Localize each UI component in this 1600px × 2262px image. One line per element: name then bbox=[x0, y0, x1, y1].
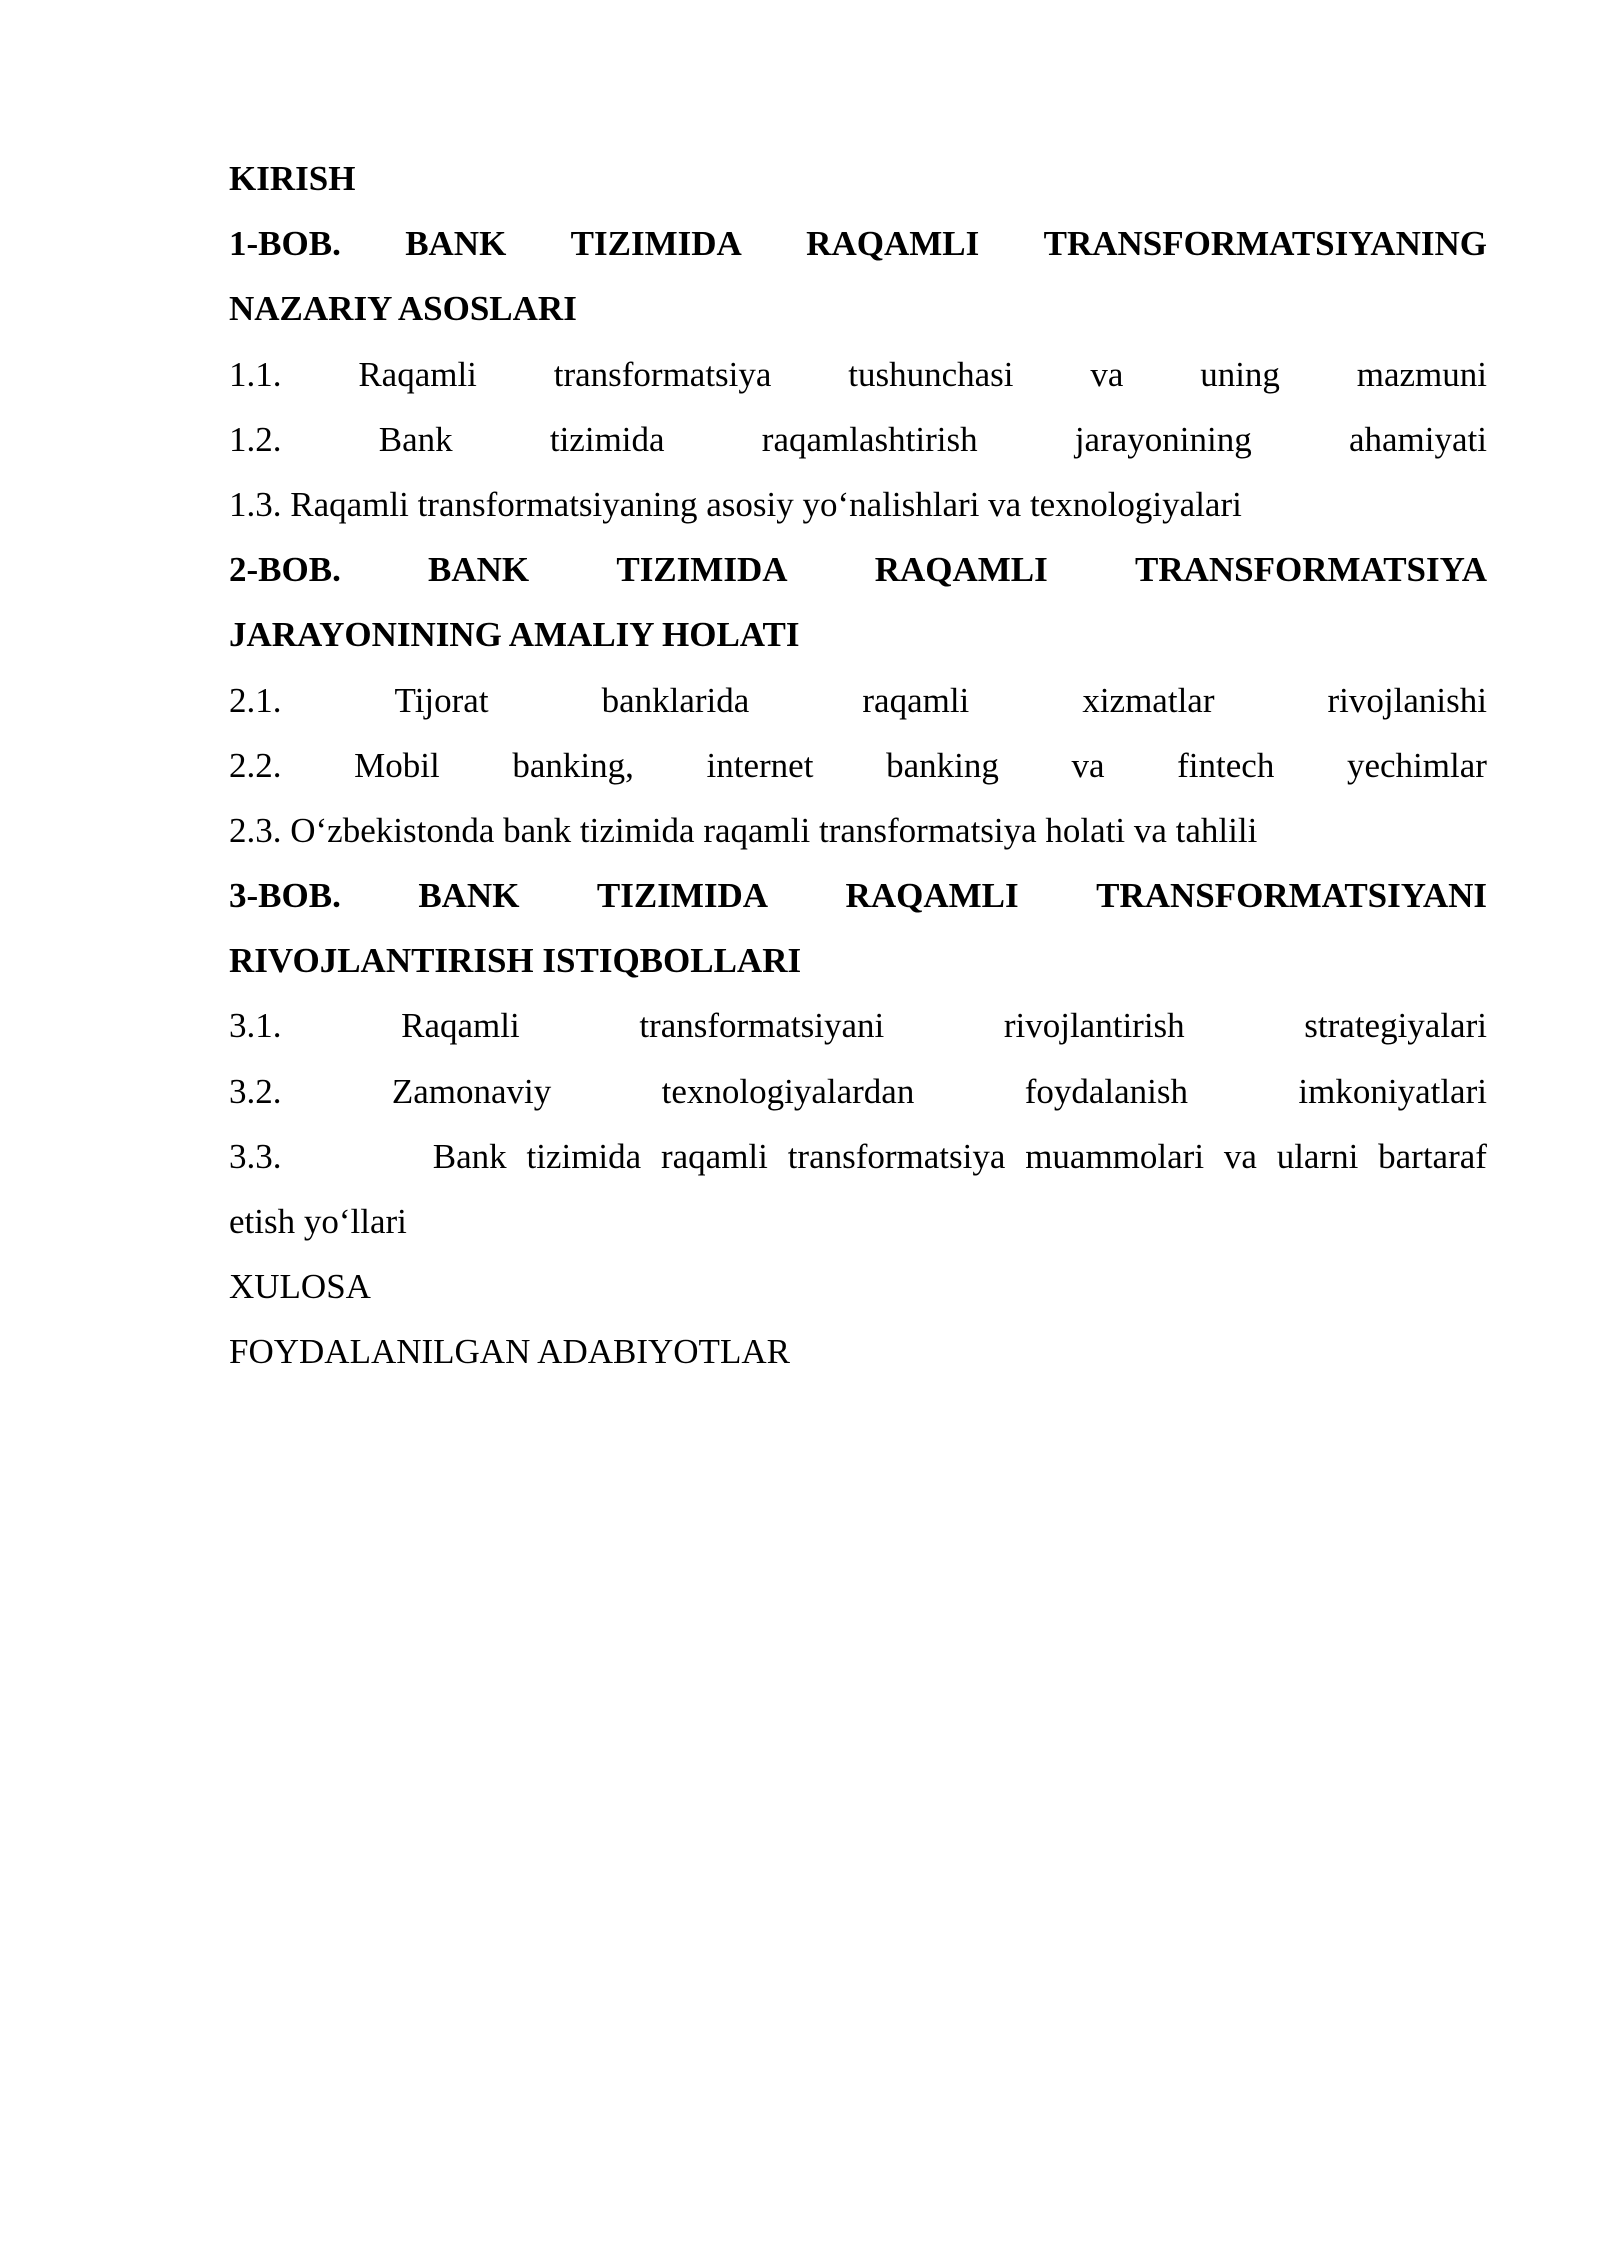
section-word: Mobil bbox=[354, 745, 440, 785]
section-word: raqamli bbox=[862, 680, 970, 720]
section-word: Raqamli bbox=[358, 354, 477, 394]
section-word: muammolari bbox=[1025, 1136, 1205, 1176]
section-word: Zamonaviy bbox=[391, 1071, 552, 1111]
section-word: tizimida bbox=[549, 419, 665, 459]
section-word: 3.2. bbox=[229, 1071, 282, 1111]
chapter-3-title bbox=[229, 863, 1487, 928]
section-word: va bbox=[1071, 745, 1105, 785]
section-word: raqamlashtirish bbox=[761, 419, 978, 459]
chapter-3-word: TIZIMIDA bbox=[596, 876, 769, 916]
section-word: transformatsiya bbox=[787, 1136, 1006, 1176]
section-word: va bbox=[1223, 1136, 1257, 1176]
section-word: texnologiyalardan bbox=[661, 1071, 915, 1111]
chapter-1-word: TIZIMIDA bbox=[570, 224, 742, 264]
section-word: tushunchasi bbox=[848, 354, 1014, 394]
section-word: jarayonining bbox=[1074, 419, 1252, 459]
section-word: 3.1. bbox=[229, 1006, 282, 1046]
section-word: yechimlar bbox=[1346, 745, 1487, 785]
section-word: Raqamli bbox=[401, 1006, 520, 1046]
chapter-1-word: 1-BOB. bbox=[229, 224, 341, 264]
section-word: 1.2. bbox=[229, 419, 282, 459]
section-word: Bank bbox=[432, 1136, 507, 1176]
section-word: transformatsiyani bbox=[639, 1006, 885, 1046]
section-1-1 bbox=[229, 342, 1487, 407]
chapter-1-word: TRANSFORMATSIYANING bbox=[1043, 224, 1487, 264]
chapter-1-word: BANK bbox=[405, 224, 507, 264]
section-word: rivojlantirish bbox=[1003, 1006, 1185, 1046]
section-word: ularni bbox=[1276, 1136, 1359, 1176]
chapter-1-title-cont: NAZARIY ASOSLARI bbox=[229, 289, 577, 329]
section-word: tizimida bbox=[526, 1136, 642, 1176]
section-word: imkoniyatlari bbox=[1298, 1071, 1487, 1111]
section-word: 1.1. bbox=[229, 354, 282, 394]
section-word: banklarida bbox=[601, 680, 750, 720]
section-word: va bbox=[1090, 354, 1124, 394]
chapter-2-title-cont: JARAYONINING AMALIY HOLATI bbox=[229, 615, 800, 655]
section-word: rivojlanishi bbox=[1327, 680, 1487, 720]
chapter-2-word: BANK bbox=[428, 550, 530, 590]
section-2-3: 2.3. O‘zbekistonda bank tizimida raqamli transformatsiya holati va tahlili bbox=[229, 810, 1258, 850]
section-word: ahamiyati bbox=[1348, 419, 1487, 459]
section-word: xizmatlar bbox=[1082, 680, 1215, 720]
chapter-3-word: BANK bbox=[418, 876, 520, 916]
chapter-2-word: RAQAMLI bbox=[874, 550, 1048, 590]
section-2-2 bbox=[229, 733, 1487, 798]
section-number: 3.3. bbox=[229, 1136, 282, 1176]
chapter-2-word: TRANSFORMATSIYA bbox=[1134, 550, 1487, 590]
chapter-2-word: 2-BOB. bbox=[229, 550, 341, 590]
section-3-2 bbox=[229, 1059, 1487, 1124]
section-word: transformatsiya bbox=[553, 354, 772, 394]
section-word: banking, bbox=[512, 745, 634, 785]
toc-intro: KIRISH bbox=[229, 159, 356, 198]
section-word: uning bbox=[1200, 354, 1280, 394]
section-word: strategiyalari bbox=[1304, 1006, 1487, 1046]
chapter-3-word: 3-BOB. bbox=[229, 876, 341, 916]
section-word: Tijorat bbox=[394, 680, 489, 720]
chapter-3-word: TRANSFORMATSIYANI bbox=[1096, 876, 1487, 916]
section-word: mazmuni bbox=[1356, 354, 1487, 394]
chapter-1-word: RAQAMLI bbox=[806, 224, 980, 264]
chapter-1-title bbox=[229, 211, 1487, 276]
section-1-3: 1.3. Raqamli transformatsiyaning asosiy yo‘nalishlari va texnologiyalari bbox=[229, 484, 1242, 524]
section-2-1 bbox=[229, 668, 1487, 733]
chapter-3-title-cont: RIVOJLANTIRISH ISTIQBOLLARI bbox=[229, 941, 802, 981]
section-word: banking bbox=[886, 745, 999, 785]
section-word: internet bbox=[706, 745, 814, 785]
section-1-2 bbox=[229, 407, 1487, 472]
chapter-3-word: RAQAMLI bbox=[845, 876, 1019, 916]
toc-conclusion: XULOSA bbox=[229, 1267, 371, 1307]
section-word: 2.1. bbox=[229, 680, 282, 720]
section-3-3-cont: etish yo‘llari bbox=[229, 1202, 407, 1241]
chapter-2-title bbox=[229, 537, 1487, 602]
table-of-contents bbox=[229, 146, 1487, 1385]
section-word: foydalanish bbox=[1024, 1071, 1189, 1111]
chapter-2-word: TIZIMIDA bbox=[616, 550, 788, 590]
section-word: bartaraf bbox=[1378, 1136, 1487, 1176]
section-3-3 bbox=[229, 1124, 1487, 1189]
section-word: 2.2. bbox=[229, 745, 282, 785]
section-word: Bank bbox=[378, 419, 453, 459]
toc-references: FOYDALANILGAN ADABIYOTLAR bbox=[229, 1332, 790, 1372]
section-word: raqamli bbox=[660, 1136, 768, 1176]
section-word: fintech bbox=[1177, 745, 1275, 785]
section-3-1 bbox=[229, 993, 1487, 1058]
